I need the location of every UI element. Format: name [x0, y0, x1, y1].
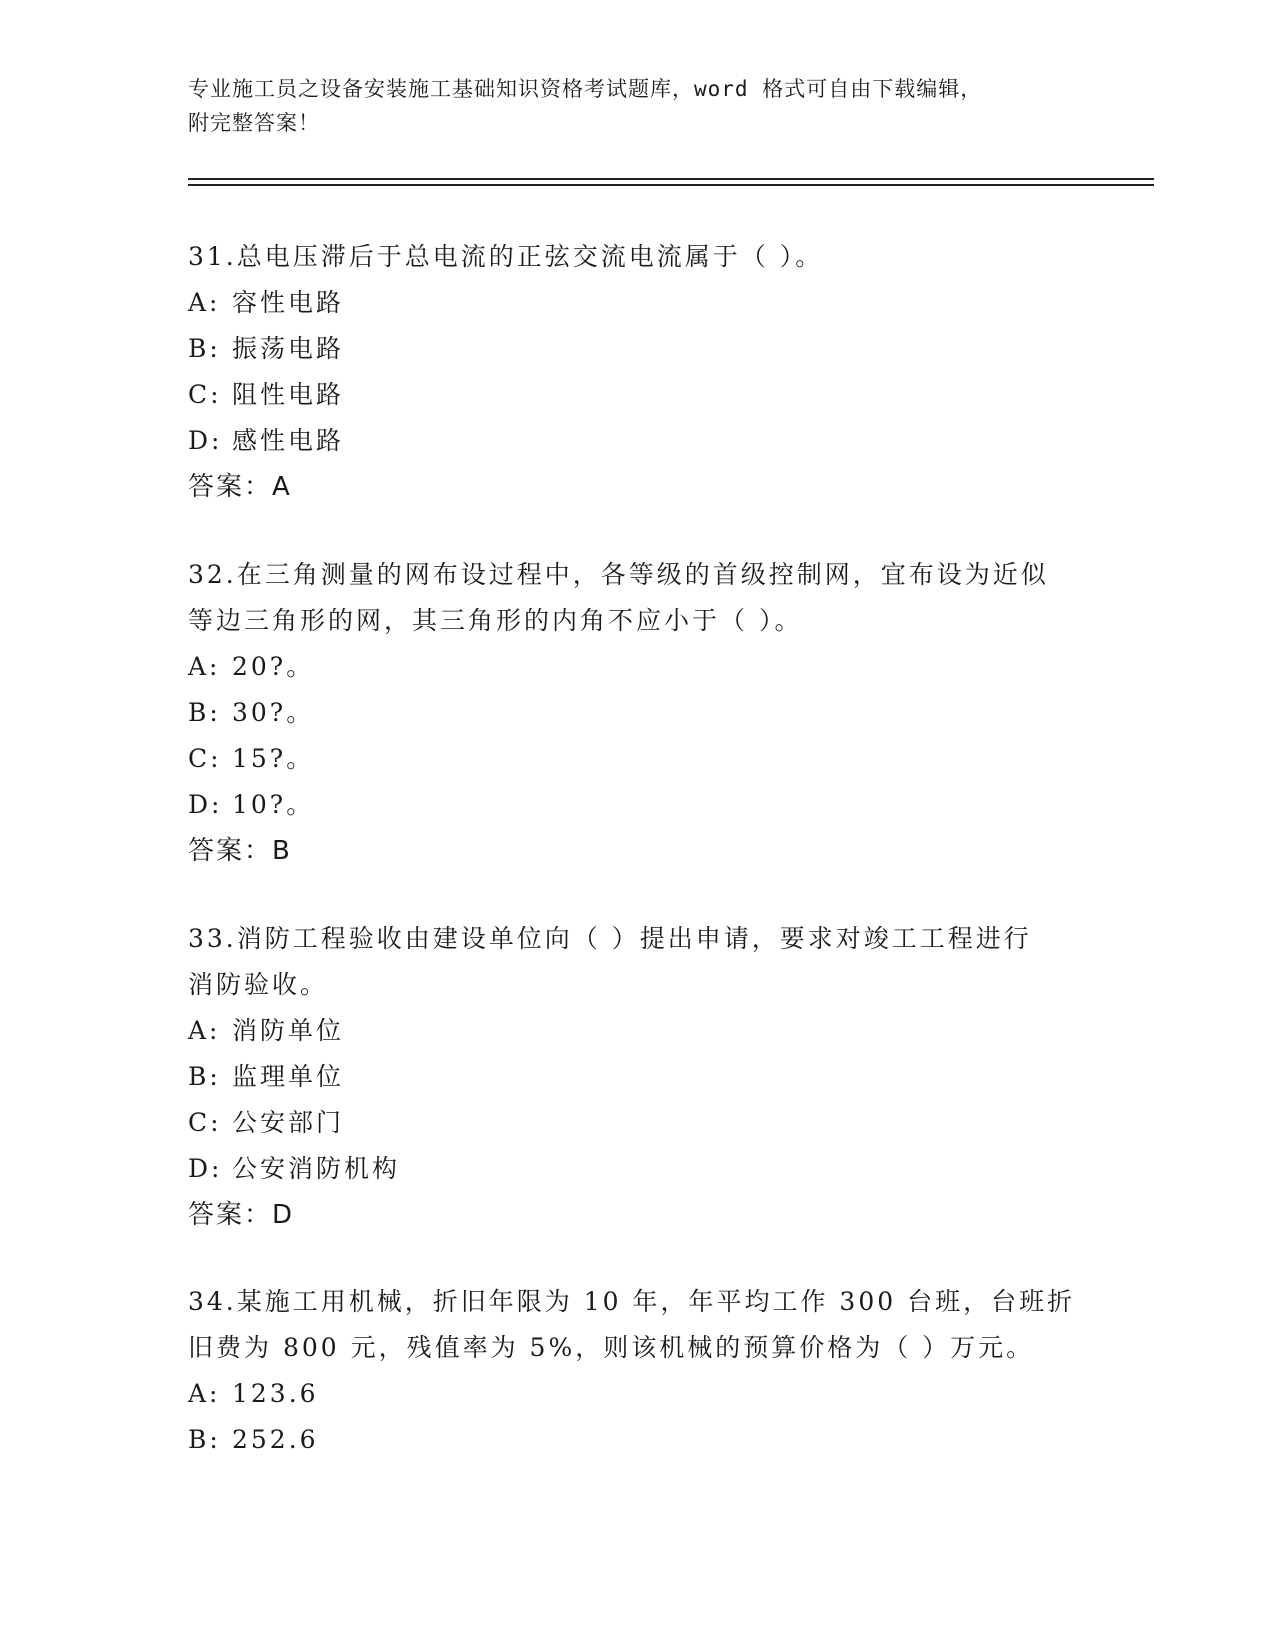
option-a [188, 280, 1088, 326]
option-letter: A: [188, 1016, 221, 1045]
question-stem-line: 消防验收。 [188, 970, 329, 999]
option-a [188, 644, 1088, 690]
option-letter: C: [188, 380, 222, 409]
option-letter: C: [188, 744, 222, 773]
answer: 答案：B [188, 836, 292, 866]
answer: 答案：D [188, 1200, 295, 1230]
option-letter: D: [188, 790, 223, 819]
option-text: 振荡电路 [232, 334, 345, 363]
option-letter: B: [188, 334, 221, 363]
option-text: 监理单位 [232, 1062, 345, 1091]
question-stem-line: 34.某施工用机械，折旧年限为 10 年，年平均工作 300 台班，台班折 [188, 1287, 1076, 1316]
header-line-1: 专业施工员之设备安装施工基础知识资格考试题库，word 格式可自由下载编辑， [188, 77, 983, 101]
document-header [188, 72, 1088, 140]
option-d [188, 418, 1088, 464]
option-letter: A: [188, 288, 221, 317]
question-stem-line: 32.在三角测量的网布设过程中，各等级的首级控制网，宜布设为近似 [188, 560, 1049, 589]
question-stem [188, 1279, 1088, 1371]
option-c [188, 372, 1088, 418]
option-letter: A: [188, 1379, 221, 1408]
question-34 [188, 1279, 1088, 1463]
option-d [188, 1146, 1088, 1192]
question-stem [188, 234, 1088, 280]
option-b [188, 690, 1088, 736]
question-stem [188, 916, 1088, 1008]
option-text: 123.6 [232, 1379, 319, 1408]
option-text: 252.6 [232, 1425, 319, 1454]
question-stem [188, 552, 1088, 644]
option-letter: B: [188, 1425, 221, 1454]
question-stem-line: 旧费为 800 元，残值率为 5%，则该机械的预算价格为（ ）万元。 [188, 1333, 1035, 1362]
header-divider-bottom [188, 184, 1154, 186]
question-stem-line: 33.消防工程验收由建设单位向（ ）提出申请，要求对竣工工程进行 [188, 924, 1032, 953]
option-text: 阻性电路 [232, 380, 345, 409]
question-31 [188, 234, 1088, 510]
option-text: 20?。 [232, 652, 315, 681]
answer: 答案：A [188, 472, 292, 502]
option-text: 10?。 [232, 790, 315, 819]
header-line-2: 附完整答案！ [188, 111, 320, 135]
option-letter: C: [188, 1108, 222, 1137]
option-letter: B: [188, 698, 221, 727]
option-b [188, 1054, 1088, 1100]
option-c [188, 736, 1088, 782]
option-text: 消防单位 [232, 1016, 345, 1045]
option-b [188, 326, 1088, 372]
question-32 [188, 552, 1088, 874]
option-d [188, 782, 1088, 828]
option-a [188, 1371, 1088, 1417]
header-divider-top [188, 178, 1154, 180]
option-c [188, 1100, 1088, 1146]
question-stem-line: 等边三角形的网，其三角形的内角不应小于（ ）。 [188, 606, 803, 635]
option-letter: A: [188, 652, 221, 681]
option-a [188, 1008, 1088, 1054]
option-text: 公安消防机构 [232, 1154, 401, 1183]
option-text: 15?。 [232, 744, 315, 773]
option-text: 容性电路 [232, 288, 345, 317]
option-b [188, 1417, 1088, 1463]
option-letter: D: [188, 1154, 223, 1183]
option-letter: D: [188, 426, 223, 455]
option-text: 感性电路 [232, 426, 345, 455]
option-text: 公安部门 [232, 1108, 345, 1137]
option-text: 30?。 [232, 698, 315, 727]
question-33 [188, 916, 1088, 1238]
question-stem-line: 31.总电压滞后于总电流的正弦交流电流属于（ ）。 [188, 242, 824, 271]
option-letter: B: [188, 1062, 221, 1091]
